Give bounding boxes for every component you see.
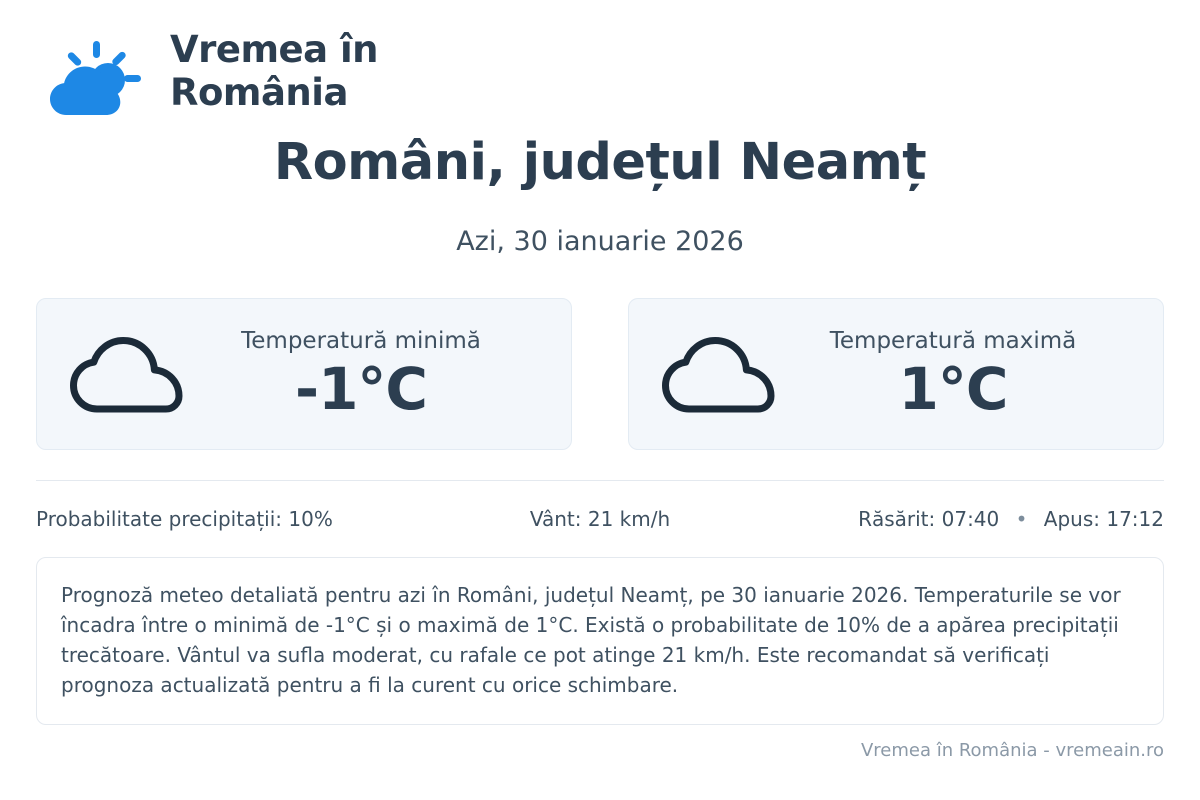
stat-sunrise: Răsărit: 07:40 [858,507,1000,532]
forecast-description: Prognoză meteo detaliată pentru azi în Români, județul Neamț, pe 30 ianuarie 2026. Temperaturile se vor încadra între o minimă de -1°C și o maximă de 1°C. Există o probabilitate de 10% de a apărea precipitații trecătoare. Vântul va sufla moderat, cu rafale ce pot atinge 21 km/h. Este recomandat să verificați prognoza actualizată pentru a fi la curent cu orice schimbare. [36,557,1164,725]
footer-text: Vremea în România - vremeain.ro [860,740,1164,761]
brand-title-line1: Vremea în [170,28,378,71]
sun-cloud-icon [36,23,152,119]
cloud-icon [63,324,195,424]
stat-precipitation: Probabilitate precipitații: 10% [36,507,333,532]
card-max-value: 1°C [898,355,1008,424]
weather-stats [36,480,1164,533]
card-max-body [787,327,1137,424]
temperature-cards [36,298,1164,450]
stat-sun [788,505,1164,533]
stat-separator: • [1015,507,1028,532]
brand-title-line2: România [170,71,348,114]
card-max-label: Temperatură maximă [829,328,1077,355]
stat-sunset: Apus: 17:12 [1043,507,1164,532]
page-title: Români, județul Neamț [273,133,927,192]
card-temperature-max [628,298,1164,450]
cloud-icon [655,324,787,424]
brand-header [36,0,1164,114]
page-subtitle: Azi, 30 ianuarie 2026 [456,226,744,258]
card-min-label: Temperatură minimă [241,328,481,355]
brand-title [170,28,378,114]
stat-wind: Vânt: 21 km/h [529,507,671,532]
card-min-value: -1°C [295,355,427,424]
card-temperature-min [36,298,572,450]
card-min-body [195,327,545,424]
